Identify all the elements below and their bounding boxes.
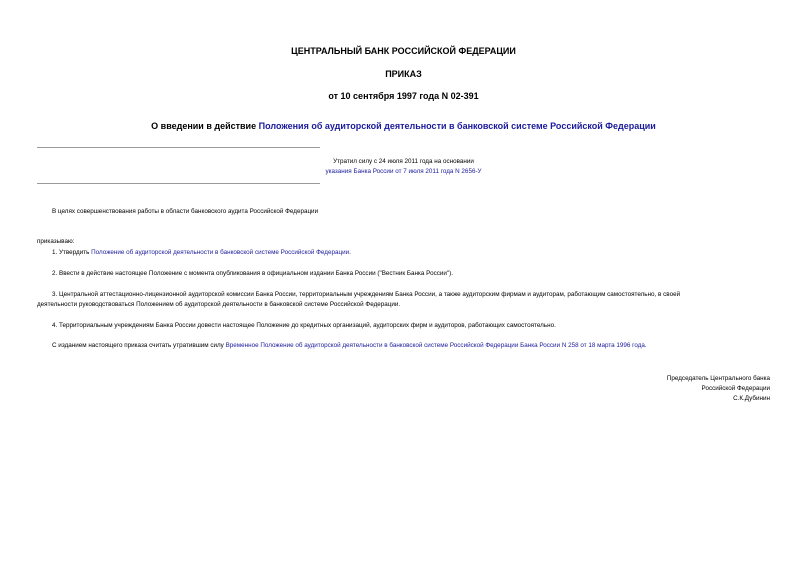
repeal-prefix: С изданием настоящего приказа считать утратившим силу — [52, 342, 226, 349]
order-word: приказываю: — [37, 238, 75, 245]
document-title — [0, 121, 807, 131]
item-1 — [52, 248, 351, 258]
item-1-link[interactable]: Положение об аудиторской деятельности в банковской системе Российской Федерации — [91, 249, 350, 256]
item-3-line-1: 3. Центральной аттестационно-лицензионной аудиторской комиссии Банка России, территориальным учреждениям Банка России, а также аудиторским фирмам и аудиторам, работающим самостоятельно, в своей — [52, 291, 681, 298]
doc-type-heading: ПРИКАЗ — [385, 69, 422, 79]
status-note-link[interactable]: указания Банка России от 7 июля 2011 года N 2656-У — [325, 168, 482, 175]
signatory-title: Председатель Центрального банка — [666, 375, 770, 382]
signature-block — [667, 374, 770, 404]
repeal-link[interactable]: Временное Положение об аудиторской деятельности в банковской системе Российской Федерации Банка России N 258 от 18 марта 1996 года — [225, 342, 645, 349]
signatory-name: С.К.Дубинин — [733, 395, 770, 402]
issuer-heading: ЦЕНТРАЛЬНЫЙ БАНК РОССИЙСКОЙ ФЕДЕРАЦИИ — [291, 46, 516, 56]
status-note-line: Утратил силу с 24 июля 2011 года на основании — [333, 158, 474, 165]
item-1-prefix: 1. Утвердить — [52, 249, 92, 256]
repeal-clause — [52, 341, 647, 351]
divider-bottom — [37, 183, 320, 184]
item-1-suffix: . — [349, 249, 351, 256]
item-3-line-2: деятельности руководствоваться Положением об аудиторской деятельности в банковской системе Российской Федерации. — [37, 301, 401, 308]
repeal-suffix: . — [644, 342, 647, 349]
date-number-heading: от 10 сентября 1997 года N 02-391 — [328, 91, 479, 101]
title-link[interactable]: Положения об аудиторской деятельности в банковской системе Российской Федерации — [258, 121, 656, 131]
item-4: 4. Территориальным учреждениям Банка России довести настоящее Положение до кредитных организаций, аудиторских фирм и аудиторов, работающих самостоятельно. — [52, 322, 556, 329]
title-prefix: О введении в действие — [151, 121, 259, 131]
item-2: 2. Ввести в действие настоящее Положение с момента опубликования в официальном издании Банка России ("Вестник Банка России"). — [52, 270, 454, 277]
divider-top — [37, 147, 320, 148]
preamble: В целях совершенствования работы в области банковского аудита Российской Федерации — [52, 208, 319, 215]
signatory-org: Российской Федерации — [701, 385, 770, 392]
